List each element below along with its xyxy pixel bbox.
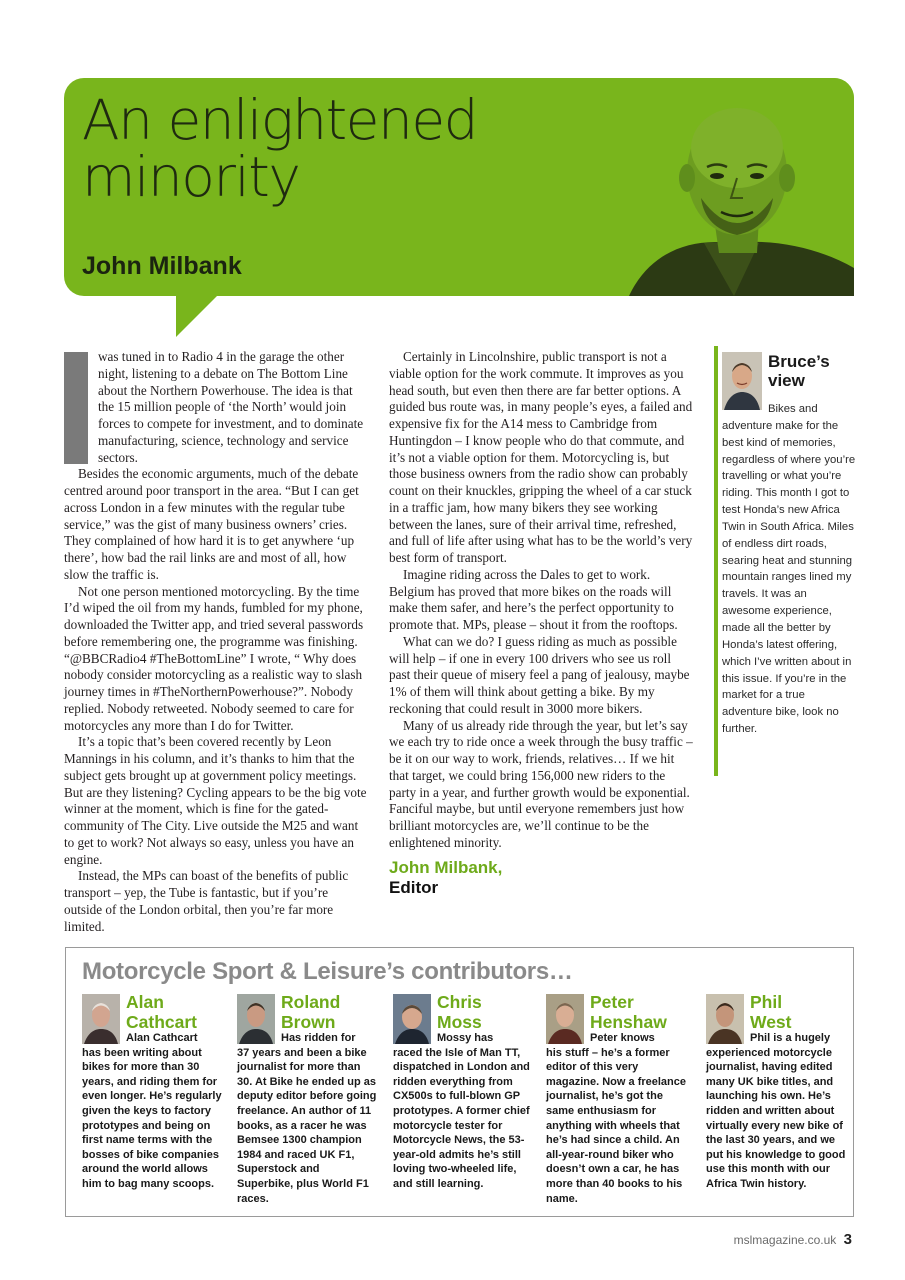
headline-line-1: An enlightened [82,88,478,152]
paragraph: Instead, the MPs can boast of the benefits of public transport – yep, the Tube is fantastic, but if you’re outside of the London orbital, then you’re far more limited. [64,868,349,934]
article-column-2 [389,349,694,898]
author-portrait [609,78,854,296]
contributor-name: Phil West [750,992,792,1032]
site-url: mslmagazine.co.uk [733,1233,837,1247]
sidebar-title: Bruce’s view [768,352,830,390]
paragraph: Imagine riding across the Dales to get to work. Belgium has proved that more bikes on the roads will make them safer, and here’s the perfect opportunity to promote that. MPs, please – shout it from the rooftops. [389,566,678,632]
author-byline: John Milbank [82,252,242,280]
header-banner [64,78,854,296]
paragraph: Besides the economic arguments, much of the debate centred around poor transport in the area. “But I can get across London in a few minutes with the regular tube service,” was the gist of many business owners’ cries. They complained of how hard it is to get anywhere ‘up there’, how bad the rail links are and most of all, how slow the traffic is. [64,466,359,582]
page-footer [734,1231,852,1248]
paragraph: Not one person mentioned motorcycling. By the time I’d wiped the oil from my hands, fumbled for my phone, downloaded the Twitter app, and tried several passwords before remembering one, the programme was finishing. “@BBCRadio4 #TheBottomLine” I wrote, “ Why does nobody consider motorcycling as a realistic way to slash journey times in #TheNorthernPowerhouse?”. Nobody replied. Nobody retweeted. Nobody seemed to care for motorcycles any more than I do for Twitter. [64,583,364,733]
article-column-1 [64,349,369,935]
contributor-bio: Phil is a hugely experienced motorcycle journalist, having edited many UK bike titles, and launching his own. He’s ridden and written about virtually every new bike of the last 30 years, and we put his knowledge to good use this month with our Africa Twin history. [706,1032,846,1190]
signoff-role: Editor [389,877,439,897]
contributor-bio: Peter knows his stuff – he’s a former editor of this very magazine. Now a freelance journalist, he’s got the same enthusiasm for anything with wheels that he’s had since a child. An all-year-round biker who doesn’t own a car, he has more than 40 books to his name. [546,1032,686,1205]
page-title [82,88,478,209]
paragraph: It’s a topic that’s been covered recently by Leon Mannings in his column, and it’s thanks to him that the subject gets brought up at government policy meetings. But are they listening? Cycling appears to be the big vote winner at the moment, which is fine for the gated-community of The City. Live outside the M25 and want to get to work? Not always so easy, unless you have an engine. [64,734,367,867]
contributor-bio: Alan Cathcart has been writing about bikes for more than 30 years, and riding them for even longer. He’s regularly given the keys to factory prototypes and being on first name terms with the bosses of bike companies around the world allows him to bag many scoops. [82,1032,222,1190]
paragraph: Many of us already ride through the year, but let’s say we each try to ride once a week through the busy traffic – be it on our way to work, friends, relatives… If we hit that target, we could bring 156,000 new riders to the party in a year, and further growth would be exponential. Fanciful maybe, but until everyone remembers just how brilliant motorcycles are, we’ll continue to be the enlightened minority. [389,717,693,850]
page-number: 3 [843,1231,852,1248]
headline-line-2: minority [82,145,300,209]
paragraph: was tuned in to Radio 4 in the garage the other night, listening to a debate on The Bottom Line about the Northern Powerhouse. The idea is that the 15 million people of ‘the North’ would join forces to compete for investment, and to dominate manufacturing, science, technology and service sectors. [98,349,364,465]
contributors-box [65,947,854,1217]
contributor-name: Chris Moss [437,992,482,1032]
bruces-view-sidebar [714,346,854,776]
contributor-bio: Mossy has raced the Isle of Man TT, dispatched in London and ridden everything from CX500s to full-blown GP prototypes. A former chief motorcycle tester for Motorcycle News, the 53-year-old admits he’s still loving two-wheeled life, and still learning. [393,1032,530,1190]
paragraph: Certainly in Lincolnshire, public transport is not a viable option for the work commute. It improves as you head south, but even then there are far better options. A guided bus route was, in many people’s eyes, a failed and expensive fix for the A14 mess to Cambridge from Huntingdon – I know people who do that commute, and it’s not a viable option for them. Motorcycling is, but those business owners from the radio show can probably count on their knuckles, gripping the wheel of a car stuck in a traffic jam, how many bikers they see working between the lanes, sure of their arrival time, refreshed, and full of life after using what has to be the world’s very best form of transport. [389,349,693,565]
contributor-name: Alan Cathcart [126,992,197,1032]
header-pointer [176,295,218,337]
signoff-name: John Milbank, [389,857,503,877]
drop-cap-i [64,352,88,464]
sidebar-text: Bikes and adventure make for the best kind of memories, regardless of where you’re travelling or what you’re riding. This month I got to test Honda’s new Africa Twin in South Africa. Miles of endless dirt roads, searing heat and stunning mountain ranges lined my travels. It was an awesome experience, made all the better by Honda’s latest offering, which I’ve written about in this issue. If you’re in the market for a true adventure bike, look no further. [722,403,856,736]
contributors-title: Motorcycle Sport & Leisure’s contributors… [82,958,573,985]
contributor-bio: Has ridden for 37 years and been a bike journalist for more than 30. At Bike he ended up as deputy editor before going freelance. An author of 11 books, as a racer he was Bemsee 1300 champion 1984 and raced UK F1, Superstock and Superbike, plus World F1 races. [237,1032,377,1205]
contributor-name: Roland Brown [281,992,341,1032]
paragraph: What can we do? I guess riding as much as possible will help – if one in every 100 drivers who see us roll past their queue of misery feel a pang of jealousy, maybe 1% of them will think about getting a bike. By my reckoning that could result in 3000 more bikers. [389,633,690,716]
contributor-name: Peter Henshaw [590,992,667,1032]
